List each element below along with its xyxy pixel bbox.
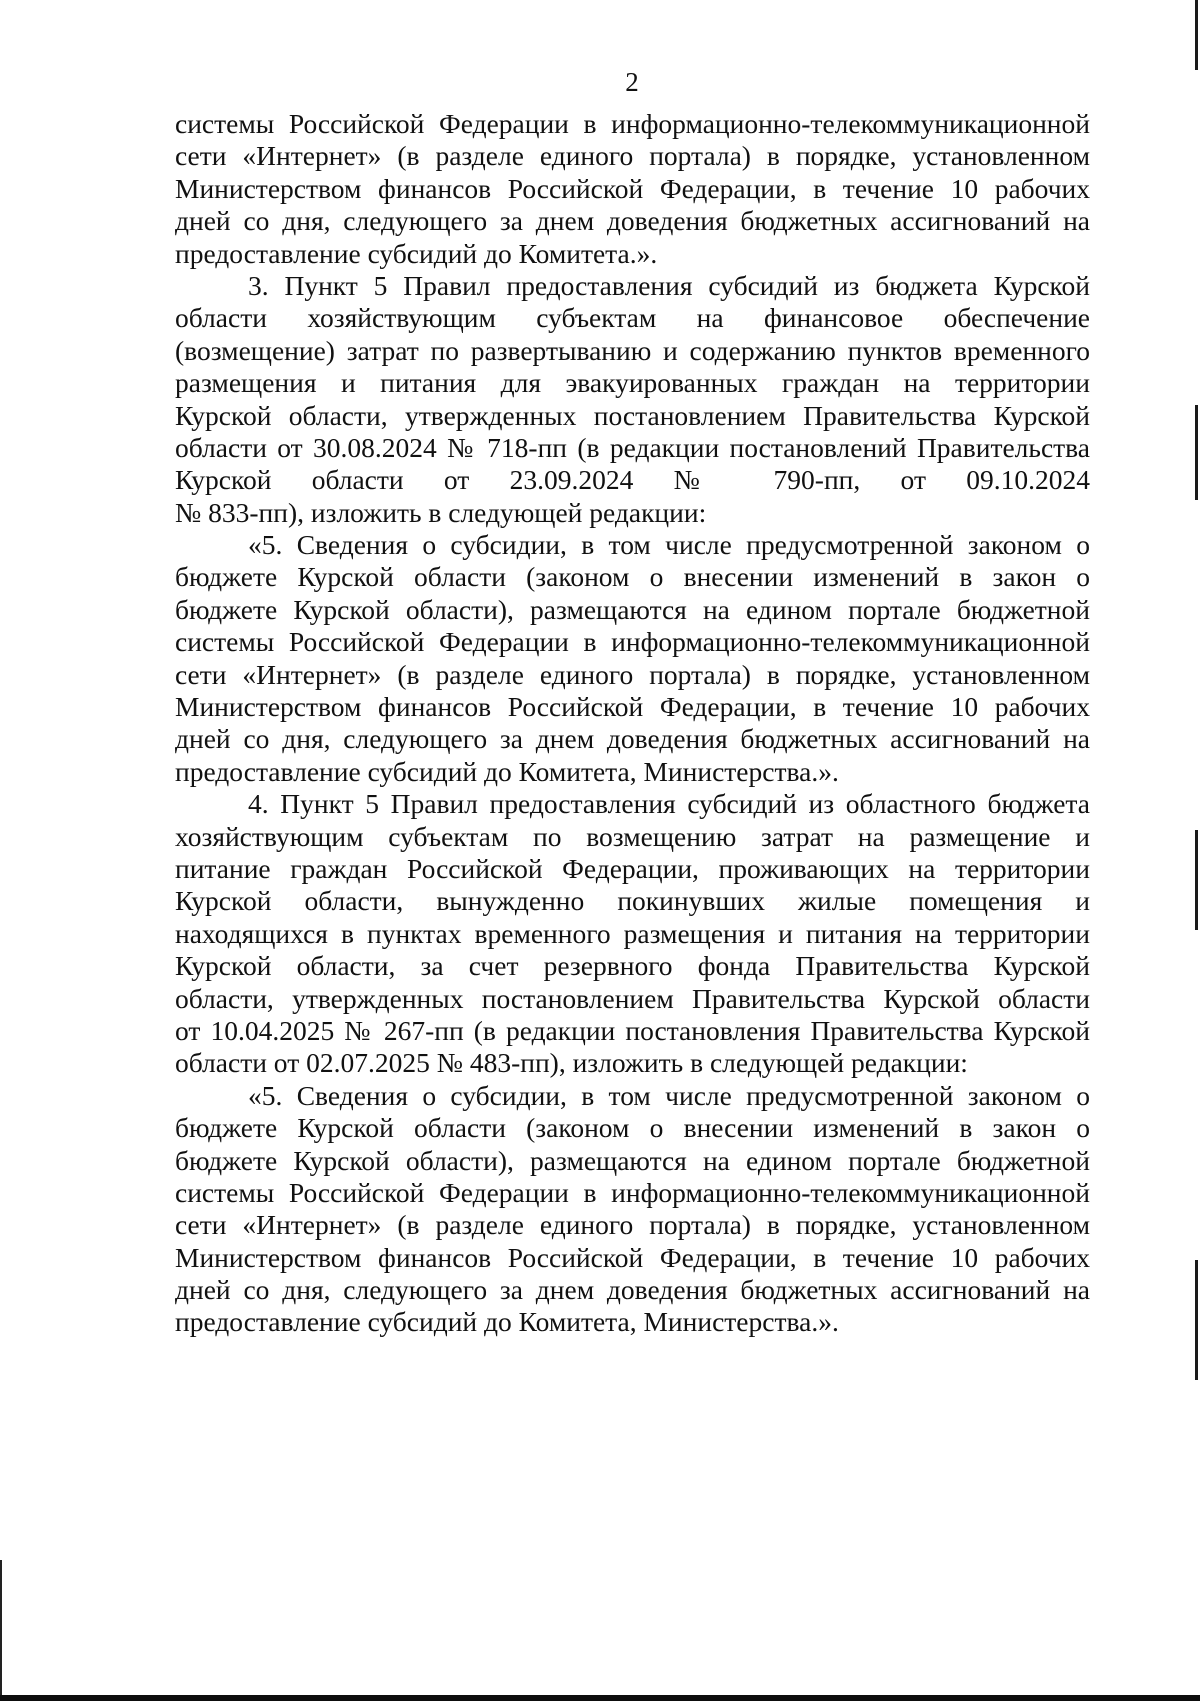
text-line: системы Российской Федерации в информационно-телекоммуникационной [175,108,1090,139]
text-line: системы Российской Федерации в информационно-телекоммуникационной [175,626,1090,658]
text-line: сети «Интернет» (в разделе единого портала) в порядке, установленном [175,140,1090,172]
text-line: находящихся в пунктах временного размещения и питания на территории [175,917,1090,949]
text-line: бюджете Курской области (законом о внесении изменений в закон о [175,1112,1090,1144]
text-line: предоставление субсидий до Комитета, Министерства.». [175,1306,839,1338]
text-line: дней со дня, следующего за днем доведения бюджетных ассигнований на [175,723,1090,755]
text-line: сети «Интернет» (в разделе единого портала) в порядке, установленном [175,1209,1090,1241]
scan-edge-bottom [0,1695,1200,1701]
scan-edge-right [1195,830,1198,930]
text-line: Курской области, вынужденно покинувших жилые помещения и [175,885,1090,917]
text-line: сети «Интернет» (в разделе единого портала) в порядке, установленном [175,658,1090,690]
text-line: Министерством финансов Российской Федерации, в течение 10 рабочих [175,1241,1090,1273]
text-line: от 10.04.2025 № 267-пп (в редакции постановления Правительства Курской [175,1014,1090,1046]
text-line: области хозяйствующим субъектам на финансовое обеспечение [175,302,1090,334]
text-line: Курской области, утвержденных постановлением Правительства Курской [175,399,1090,431]
paragraph-3-start: 3. Пункт 5 Правил предоставления субсидий из бюджета Курской [248,269,1090,301]
document-body [175,108,1090,1339]
text-line: Министерством финансов Российской Федерации, в течение 10 рабочих [175,172,1090,204]
text-line: дней со дня, следующего за днем доведения бюджетных ассигнований на [175,205,1090,237]
page-number: 2 [625,67,639,97]
text-line: Курской области, за счет резервного фонда Правительства Курской [175,950,1090,982]
text-line: № 833-пп), изложить в следующей редакции: [175,496,707,528]
scan-edge-right [1195,1260,1198,1380]
scan-edge-right [1195,405,1198,500]
quoted-paragraph-start: «5. Сведения о субсидии, в том числе предусмотренной законом о [248,1079,1090,1111]
text-line: (возмещение) затрат по развертыванию и содержанию пунктов временного [175,334,1090,366]
text-line: области от 02.07.2025 № 483-пп), изложить в следующей редакции: [175,1047,968,1079]
quoted-paragraph-start: «5. Сведения о субсидии, в том числе предусмотренной законом о [248,529,1090,561]
text-line: бюджете Курской области), размещаются на едином портале бюджетной [175,593,1090,625]
text-line: Министерством финансов Российской Федерации, в течение 10 рабочих [175,691,1090,723]
paragraph-4-start: 4. Пункт 5 Правил предоставления субсидий из областного бюджета [248,788,1090,820]
text-line: дней со дня, следующего за днем доведения бюджетных ассигнований на [175,1274,1090,1306]
text-line: питание граждан Российской Федерации, проживающих на территории [175,852,1090,884]
text-line: предоставление субсидий до Комитета.». [175,237,658,269]
text-line: области от 30.08.2024 № 718-пп (в редакции постановлений Правительства [175,431,1090,463]
scan-edge-left [0,1560,2,1695]
text-line: бюджете Курской области), размещаются на едином портале бюджетной [175,1144,1090,1176]
text-line: размещения и питания для эвакуированных граждан на территории [175,367,1090,399]
text-line: системы Российской Федерации в информационно-телекоммуникационной [175,1176,1090,1208]
text-line: области, утвержденных постановлением Правительства Курской области [175,982,1090,1014]
text-line: Курской области от 23.09.2024 № 790-пп, от 09.10.2024 [175,464,1090,496]
text-line: хозяйствующим субъектам по возмещению затрат на размещение и [175,820,1090,852]
text-line: предоставление субсидий до Комитета, Министерства.». [175,755,839,787]
scan-edge-right [1195,0,1198,70]
text-line: бюджете Курской области (законом о внесении изменений в закон о [175,561,1090,593]
